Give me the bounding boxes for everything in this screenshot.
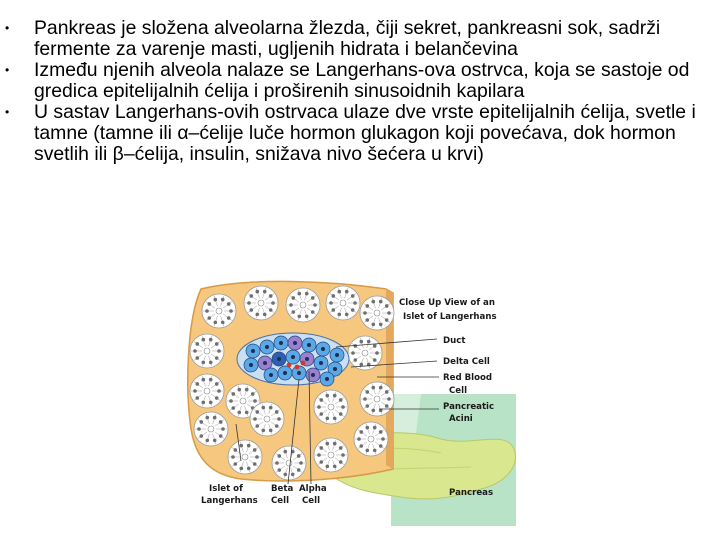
acini-label-line2: Acini	[449, 414, 473, 424]
acinus	[360, 296, 394, 330]
red-blood-cell	[295, 365, 300, 370]
bullet-item-2	[0, 60, 712, 102]
islet-cells	[237, 333, 349, 386]
beta-label-line1: Beta	[271, 484, 294, 494]
bullet-glyph: •	[5, 63, 10, 77]
acinus	[326, 286, 360, 320]
bullet-text-3: U sastav Langerhans-ovih ostrvaca ulaze dve vrste epitelijalnih ćelija, svetle i tamne (tamne ili α–ćelije luče hormon glukagon koji povećava, dok hormon svetlih ili β–ćelija, insulin, snižava nivo šećera u krvi)	[34, 101, 696, 165]
acinus	[194, 412, 228, 446]
acinus	[286, 288, 320, 322]
islet-label-line2: Langerhans	[201, 496, 258, 506]
bullet-list	[0, 18, 712, 165]
duct-label: Duct	[443, 336, 466, 346]
acinus	[190, 334, 224, 368]
bullet-item-3	[0, 102, 712, 165]
acinus	[202, 294, 236, 328]
rbc-label-line2: Cell	[449, 386, 468, 396]
alpha-label-line1: Alpha	[299, 484, 327, 494]
acinus	[190, 374, 224, 408]
acinus	[354, 422, 388, 456]
bullet-text-2: Između njenih alveola nalaze se Langerhans-ova ostrvca, koja se sastoje od gredica epitelijalnih ćelija i proširenih sinusoidnih kapilara	[34, 59, 690, 102]
acinus	[250, 402, 284, 436]
beta-label-line2: Cell	[271, 496, 290, 506]
islet-illustration	[181, 279, 516, 526]
pancreas-label: Pancreas	[449, 488, 494, 498]
acinus	[360, 382, 394, 416]
bullet-glyph: •	[5, 21, 10, 35]
figure-title-line1: Close Up View of an	[399, 298, 495, 308]
acinus	[314, 390, 348, 424]
bullet-item-1	[0, 18, 712, 60]
acinus	[228, 440, 262, 474]
red-blood-cell	[301, 361, 306, 366]
acinus	[314, 438, 348, 472]
acini-label-line1: Pancreatic	[443, 402, 495, 412]
islet-figure	[181, 279, 516, 526]
bullet-text-1: Pankreas je složena alveolarna žlezda, čiji sekret, pankreasni sok, sadrži fermente za varenje masti, ugljenih hidrata i belančevina	[34, 17, 661, 60]
delta-cell-label: Delta Cell	[443, 357, 490, 367]
bullet-glyph: •	[5, 105, 10, 119]
alpha-label-line2: Cell	[302, 496, 321, 506]
red-blood-cell	[287, 363, 292, 368]
islet-label-line1: Islet of	[209, 484, 243, 494]
rbc-label-line1: Red Blood	[443, 373, 493, 383]
figure-title-line2: Islet of Langerhans	[403, 312, 497, 322]
acinus	[244, 286, 278, 320]
